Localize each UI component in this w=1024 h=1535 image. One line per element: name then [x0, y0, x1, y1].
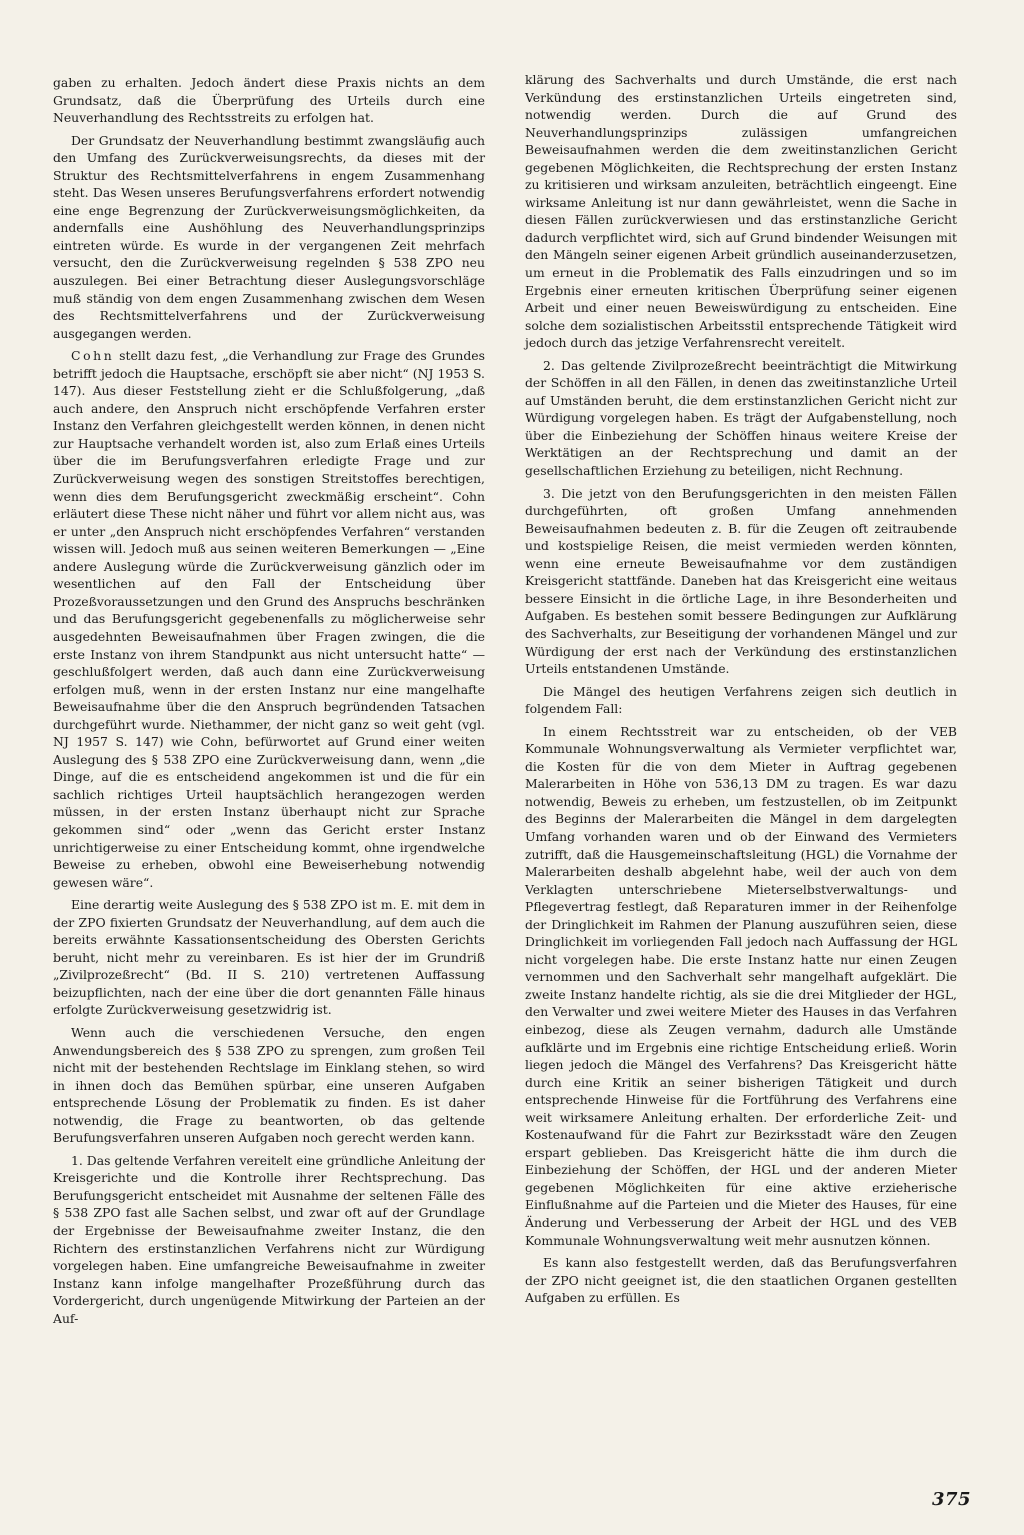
- spaced-author-name: Cohn: [71, 348, 115, 364]
- page-number: 375: [932, 1489, 972, 1510]
- paragraph: 2. Das geltende Zivilprozeßrecht beeinträchtigt die Mitwirkung der Schöffen in all den Fällen, in denen das zweitinstanzliche Urteil auf Umständen beruht, die dem erstinstanzlichen Gericht nicht zur Würdigung vorgelegen haben. Es trägt der Aufgabenstellung, noch über die Einbeziehung der Schöffen hinaus weitere Kreise der Werktätigen an der Rechtsprechung und damit an der gesellschaftlichen Erziehung zu beteiligen, nicht Rechnung.: [525, 357, 957, 479]
- paragraph: Wenn auch die verschiedenen Versuche, den engen Anwendungsbereich des § 538 ZPO zu sprengen, zum großen Teil nicht mit der bestehenden Rechtslage im Einklang stehen, so wird in ihnen doch das Bemühen spürbar, eine unseren Aufgaben entsprechende Lösung der Problematik zu finden. Es ist daher notwendig, die Frage zu beantworten, ob das geltende Berufungsverfahren unseren Aufgaben noch gerecht werden kann.: [53, 1024, 485, 1146]
- paragraph: [53, 347, 485, 891]
- paragraph-text: stellt dazu fest, „die Verhandlung zur Frage des Grundes betrifft jedoch die Hauptsache, erschöpft sie aber nicht“ (NJ 1953 S. 147). Aus dieser Feststellung zieht er die Schlußfolgerung, „daß auch andere, den Anspruch nicht erschöpfende Verfahren erster Instanz den Verfahren gleichgestellt werden können, in denen nicht zur Hauptsache verhandelt worden ist, also zum Erlaß eines Urteils über die im Berufungsverfahren erledigte Frage und zur Zurückverweisung wegen des sonstigen Streitstoffes berechtigen, wenn dies dem Berufungsgericht zweckmäßig erscheint“. Cohn erläutert diese These nicht näher und führt vor allem nicht aus, was er unter „den Anspruch nicht erschöpfendes Verfahren“ verstanden wissen will. Jedoch muß aus seinen weiteren Bemerkungen — „Eine andere Auslegung würde die Zurückverweisung gänzlich oder im wesentlichen auf den Fall der Entscheidung über Prozeßvoraussetzungen und den Grund des Anspruchs beschränken und das Berufungsgericht gegebenenfalls zu möglicherweise sehr ausgedehnten Beweisaufnahmen über Fragen zwingen, die die erste Instanz von ihrem Standpunkt aus nicht untersucht hatte“ — geschlußfolgert werden, daß auch dann eine Zurückverweisung erfolgen muß, wenn in der ersten Instanz nur eine mangelhafte Beweisaufnahme über die den Anspruch begründenden Tatsachen durchgeführt wurde. Niethammer, der nicht ganz so weit geht (vgl. NJ 1957 S. 147) wie Cohn, befürwortet auf Grund einer weiten Auslegung des § 538 ZPO eine Zurückverweisung dann, wenn „die Dinge, auf die es entscheidend angekommen ist und die für ein sachlich richtiges Urteil hauptsächlich herangezogen werden müssen, in der ersten Instanz überhaupt nicht zur Sprache gekommen sind“ oder „wenn das Gericht erster Instanz unrichtigerweise zu einer Entscheidung kommt, ohne irgendwelche Beweise zu erheben, obwohl eine Beweiserhebung notwendig gewesen wäre“.: [53, 348, 485, 890]
- paragraph: Der Grundsatz der Neuverhandlung bestimmt zwangsläufig auch den Umfang des Zurückverweisungsrechts, da dieses mit der Struktur des Rechtsmittelverfahrens in engem Zusammenhang steht. Das Wesen unseres Berufungsverfahrens erfordert notwendig eine enge Begrenzung der Zurückverweisungsmöglichkeiten, da andernfalls eine Aushöhlung des Neuverhandlungsprinzips eintreten würde. Es wurde in der vergangenen Zeit mehrfach versucht, den die Zurückverweisung regelnden § 538 ZPO neu auszulegen. Bei einer Betrachtung dieser Auslegungsvorschläge muß ständig von dem engen Zusammenhang zwischen dem Wesen des Rechtsmittelverfahrens und der Zurückverweisung ausgegangen werden.: [53, 132, 485, 341]
- right-column: [525, 71, 957, 1312]
- left-column: [53, 74, 485, 1332]
- paragraph: Die Mängel des heutigen Verfahrens zeigen sich deutlich in folgendem Fall:: [525, 683, 957, 717]
- paragraph: 3. Die jetzt von den Berufungsgerichten in den meisten Fällen durchgeführten, oft großen Umfang annehmenden Beweisaufnahmen bedeuten z. B. für die Zeugen oft zeitraubende und kostspielige Reisen, die meist vermieden werden könnten, wenn eine erneute Beweisaufnahme vor dem zuständigen Kreisgericht stattfände. Daneben hat das Kreisgericht eine weitaus bessere Einsicht in die örtliche Lage, in ihre Besonderheiten und Aufgaben. Es bestehen somit bessere Bedingungen zur Aufklärung des Sachverhalts, zur Beseitigung der vorhandenen Mängel und zur Würdigung der erst nach der Verkündung des erstinstanzlichen Urteils entstandenen Umstände.: [525, 485, 957, 677]
- paragraph: 1. Das geltende Verfahren vereitelt eine gründliche Anleitung der Kreisgerichte und die Kontrolle ihrer Rechtsprechung. Das Berufungsgericht entscheidet mit Ausnahme der seltenen Fälle des § 538 ZPO fast alle Sachen selbst, und zwar oft auf der Grundlage der Ergebnisse der Beweisaufnahme zweiter Instanz, die den Richtern des erstinstanzlichen Verfahrens nicht zur Würdigung vorgelegen haben. Eine umfangreiche Beweisaufnahme in zweiter Instanz kann infolge mangelhafter Prozeßführung durch das Vordergericht, durch ungenügende Mitwirkung der Parteien an der Auf-: [53, 1152, 485, 1326]
- paragraph: In einem Rechtsstreit war zu entscheiden, ob der VEB Kommunale Wohnungsverwaltung als Vermieter verpflichtet war, die Kosten für die von dem Mieter in Auftrag gegebenen Malerarbeiten in Höhe von 536,13 DM zu tragen. Es war dazu notwendig, Beweis zu erheben, um festzustellen, ob im Zeitpunkt des Beginns der Malerarbeiten die Mängel in dem dargelegten Umfang vorhanden waren und ob der Einwand des Vermieters zutrifft, daß die Hausgemeinschaftsleitung (HGL) die Vornahme der Malerarbeiten deshalb abgelehnt habe, weil der auch von dem Verklagten unterschriebene Mieterselbstverwaltungs- und Pflegevertrag festlegt, daß Reparaturen immer in der Reihenfolge der Dringlichkeit im Rahmen der Planung auszuführen seien, diese Dringlichkeit im vorliegenden Fall jedoch nach Auffassung der HGL nicht vorgelegen habe. Die erste Instanz hatte nur einen Zeugen vernommen und den Sachverhalt sehr mangelhaft aufgeklärt. Die zweite Instanz handelte richtig, als sie die drei Mitglieder der HGL, den Verwalter und zwei weitere Mieter des Hauses in das Verfahren einbezog, diese als Zeugen vernahm, dadurch alle Umstände aufklärte und im Ergebnis eine richtige Entscheidung erließ. Worin liegen jedoch die Mängel des Verfahrens? Das Kreisgericht hätte durch eine Kritik an seiner bisherigen Tätigkeit und durch entsprechende Hinweise für die Fortführung des Verfahrens eine weit wirksamere Anleitung erhalten. Der erforderliche Zeit- und Kostenaufwand für die Fahrt zur Bezirksstadt wäre den Zeugen erspart geblieben. Das Kreisgericht hätte die ihm durch die Einbeziehung der Schöffen, der HGL und der anderen Mieter gegebenen Möglichkeiten für eine aktive erzieherische Einflußnahme auf die Parteien und die Mieter des Hauses, für eine Änderung und Verbesserung der Arbeit der HGL und des VEB Kommunale Wohnungsverwaltung weit mehr ausnutzen können.: [525, 723, 957, 1248]
- paragraph: klärung des Sachverhalts und durch Umstände, die erst nach Verkündung des erstinstanzlichen Urteils eingetreten sind, notwendig werden. Durch die auf Grund des Neuverhandlungsprinzips zulässigen umfangreichen Beweisaufnahmen werden die dem zweitinstanzlichen Gericht gegebenen Möglichkeiten, die Rechtsprechung der ersten Instanz zu kritisieren und wirksam anzuleiten, beträchtlich eingeengt. Eine wirksame Anleitung ist nur dann gewährleistet, wenn die Sache in diesen Fällen zurückverwiesen und das erstinstanzliche Gericht dadurch verpflichtet wird, sich auf Grund bindender Weisungen mit den Mängeln seiner eigenen Arbeit gründlich auseinanderzusetzen, um erneut in die Problematik des Falls einzudringen und so im Ergebnis einer erneuten kritischen Überprüfung seiner eigenen Arbeit und einer neuen Beweiswürdigung zu entscheiden. Eine solche dem sozialistischen Arbeitsstil entsprechende Tätigkeit wird jedoch durch das jetzige Verfahrensrecht vereitelt.: [525, 72, 957, 351]
- paragraph: Es kann also festgestellt werden, daß das Berufungsverfahren der ZPO nicht geeignet ist, die den staatlichen Organen gestellten Aufgaben zu erfüllen. Es: [525, 1255, 957, 1306]
- paragraph: Eine derartig weite Auslegung des § 538 ZPO ist m. E. mit dem in der ZPO fixierten Grundsatz der Neuverhandlung, auf dem auch die bereits erwähnte Kassationsentscheidung des Obersten Gerichts beruht, nicht mehr zu vereinbaren. Es ist hier der im Grundriß „Zivilprozeßrecht“ (Bd. II S. 210) vertretenen Auffassung beizupflichten, nach der eine über die dort genannten Fälle hinaus erfolgte Zurückverweisung gesetzwidrig ist.: [53, 897, 485, 1018]
- paragraph: gaben zu erhalten. Jedoch ändert diese Praxis nichts an dem Grundsatz, daß die Überprüfung des Urteils durch eine Neuverhandlung des Rechtsstreits zu erfolgen hat.: [53, 75, 485, 126]
